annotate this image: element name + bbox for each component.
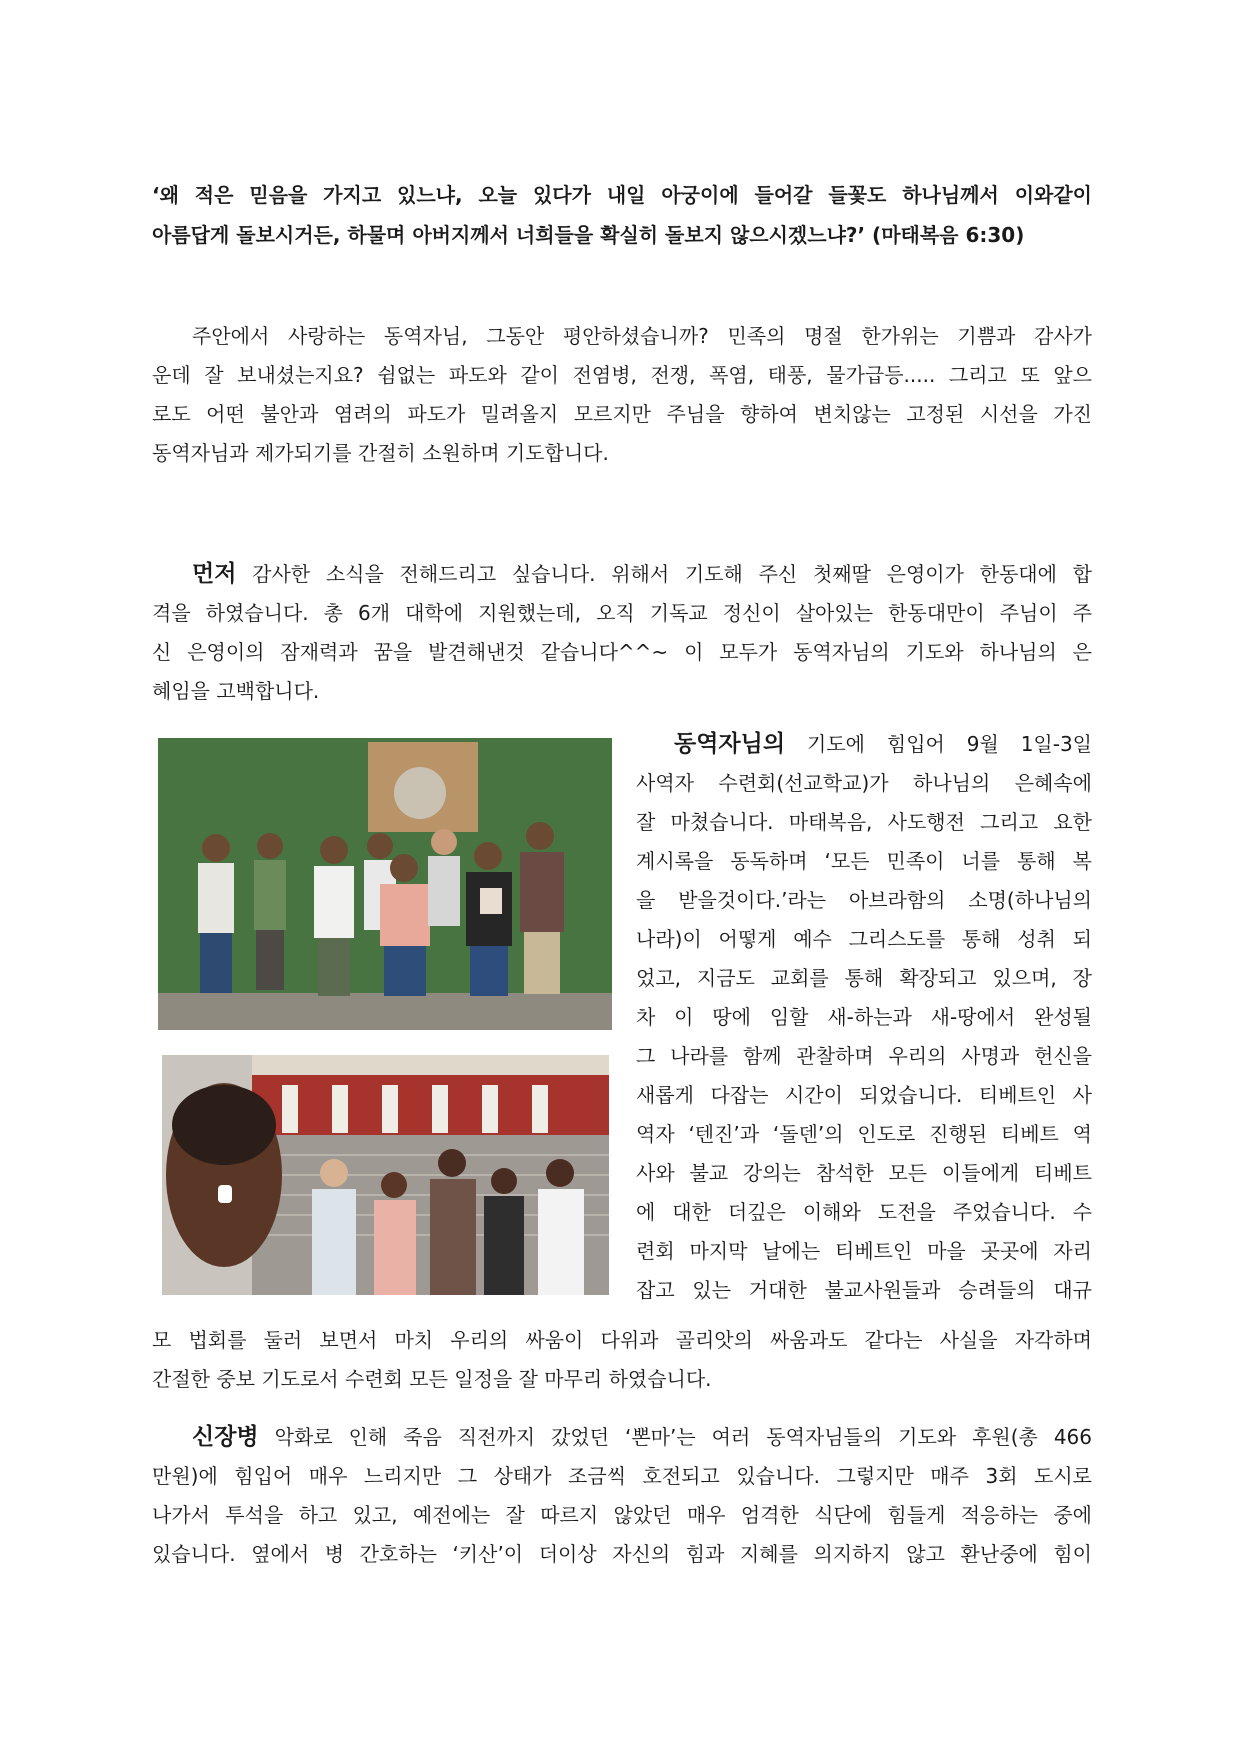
illness-line: 있습니다. 옆에서 병 간호하는 ‘키산’이 더이상 자신의 힘과 지혜를 의지하지 않고 환난중에 힘이 xyxy=(152,1542,1092,1566)
illness-paragraph xyxy=(152,1418,1092,1574)
retreat-line: 동역자님의 기도에 힘입어 9월 1일-3일 xyxy=(674,731,1092,757)
news-line: 먼저 감사한 소식을 전해드리고 싶습니다. 위해서 기도해 주신 첫째딸 은영이가 한동대에 합 xyxy=(192,561,1092,587)
greeting-line: 운데 잘 보내셨는지요? 쉼없는 파도와 같이 전염병, 전쟁, 폭염, 태풍, 물가급등..... 그리고 또 앞으 xyxy=(152,363,1092,387)
news-paragraph xyxy=(152,555,1092,711)
temple-selfie-photo-image xyxy=(162,1055,609,1295)
retreat-line: 계시록을 동독하며 ‘모든 민족이 너를 통해 복 xyxy=(636,849,1092,873)
retreat-line: 모 법회를 둘러 보면서 마치 우리의 싸움이 다위과 골리앗의 싸움과도 같다는 사실을 자각하며 xyxy=(152,1328,1092,1352)
retreat-line: 차 이 땅에 임할 새-하는과 새-땅에서 완성될 xyxy=(636,1005,1092,1029)
retreat-line: 에 대한 더깊은 이해와 도전을 주었습니다. 수 xyxy=(636,1200,1092,1224)
news-line: 혜임을 고백합니다. xyxy=(152,679,320,703)
retreat-line: 간절한 중보 기도로서 수련회 모든 일정을 잘 마무리 하였습니다. xyxy=(152,1367,712,1391)
retreat-continued-paragraph xyxy=(152,1321,1092,1399)
retreat-line: 잘 마쳤습니다. 마태복음, 사도행전 그리고 요한 xyxy=(636,810,1092,834)
retreat-line: 을 받을것이다.’라는 아브라함의 소명(하나님의 xyxy=(636,888,1092,912)
news-line: 격을 하였습니다. 총 6개 대학에 지원했는데, 오직 기독교 정신이 살아있는 한동대만이 주님이 주 xyxy=(152,601,1092,625)
illness-line: 신장병 악화로 인해 죽음 직전까지 갔었던 ‘뽄마’는 여러 동역자님들의 기도와 후원(총 466 xyxy=(192,1424,1092,1450)
retreat-line: 련회 마지막 날에는 티베트인 마을 곳곳에 자리 xyxy=(636,1239,1092,1263)
greeting-line: 주안에서 사랑하는 동역자님, 그동안 평안하셨습니까? 민족의 명절 한가위는 기쁨과 감사가 xyxy=(192,324,1092,348)
retreat-line: 사역자 수련회(선교학교)가 하나님의 은혜속에 xyxy=(636,771,1092,795)
retreat-line: 사와 불교 강의는 참석한 모든 이들에게 티베트 xyxy=(636,1161,1092,1185)
greeting-paragraph xyxy=(152,317,1092,473)
news-lead-word: 먼저 xyxy=(192,561,237,587)
retreat-lead-word: 동역자님의 xyxy=(674,731,786,757)
retreat-line: 그 나라를 함께 관찰하며 우리의 사명과 헌신을 xyxy=(636,1044,1092,1068)
retreat-line: 새롭게 다잡는 시간이 되었습니다. 티베트인 사 xyxy=(636,1083,1092,1107)
greeting-line: 로도 어떤 불안과 염려의 파도가 밀려올지 모르지만 주님을 향하여 변치않는 고정된 시선을 가진 xyxy=(152,402,1092,426)
temple-selfie-photo xyxy=(162,1055,609,1295)
retreat-line: 역자 ‘텐진’과 ‘돌덴’의 인도로 진행된 티베트 역 xyxy=(636,1122,1092,1146)
verse-line-2: 아름답게 돌보시거든, 하물며 아버지께서 너희들을 확실히 돌보지 않으시겠느냐?’ (마태복음 6:30) xyxy=(152,223,1025,247)
illness-lead-word: 신장병 xyxy=(192,1424,259,1450)
bible-verse-quote xyxy=(152,175,1092,255)
retreat-group-photo xyxy=(158,738,612,1030)
retreat-line: 었고, 지금도 교회를 통해 확장되고 있으며, 장 xyxy=(636,966,1092,990)
greeting-line: 동역자님과 제가되기를 간절히 소원하며 기도합니다. xyxy=(152,441,609,465)
retreat-wrapped-column xyxy=(636,725,1092,1310)
retreat-group-photo-image xyxy=(158,738,612,1030)
retreat-line: 잡고 있는 거대한 불교사원들과 승려들의 대규 xyxy=(636,1278,1092,1302)
illness-line: 만원)에 힘입어 매우 느리지만 그 상태가 조금씩 호전되고 있습니다. 그렇지만 매주 3회 도시로 xyxy=(152,1464,1092,1488)
illness-line: 나가서 투석을 하고 있고, 예전에는 잘 따르지 않았던 매우 엄격한 식단에 힘들게 적응하는 중에 xyxy=(152,1503,1092,1527)
news-line: 신 은영이의 잠재력과 꿈을 발견해낸것 같습니다^^~ 이 모두가 동역자님의 기도와 하나님의 은 xyxy=(152,640,1092,664)
verse-line-1: ‘왜 적은 믿음을 가지고 있느냐, 오늘 있다가 내일 아궁이에 들어갈 들꽃도 하나님께서 이와같이 xyxy=(152,183,1092,207)
retreat-line: 나라)이 어떻게 예수 그리스도를 통해 성취 되 xyxy=(636,927,1092,951)
